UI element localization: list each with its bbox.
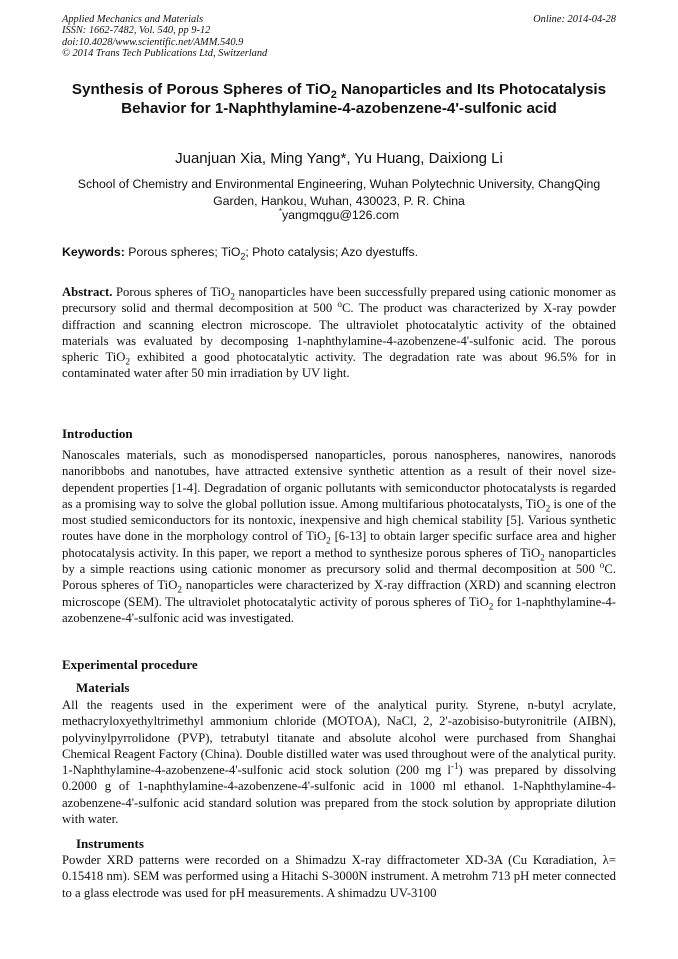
paragraph-text: [6-13] to obtain larger specific surface area and higher photocatalysis activity. In this paper, we report a method to synthesize porous spheres of TiO: [62, 529, 617, 560]
section-heading-experimental: Experimental procedure: [62, 657, 198, 672]
introduction-paragraph: [62, 447, 616, 626]
subscript: 2: [326, 536, 331, 547]
author-email: [62, 208, 616, 222]
journal-name: Applied Mechanics and Materials: [62, 14, 204, 25]
keywords-text: Porous spheres; TiO: [124, 245, 241, 259]
email-address: yangmqgu@126.com: [282, 208, 400, 222]
subscript: 2: [488, 601, 494, 612]
affiliation: [62, 176, 616, 209]
paragraph-text: nanoparticles by a simple reactions using cationic monomer as precursory solid and thermal decomposition at 500: [62, 545, 617, 577]
materials-paragraph: [62, 697, 616, 827]
paragraph-text: nanoparticles were characterized by X-ray diffraction (XRD) and scanning electron microscope (SEM). The ultraviolet photocatalytic activity of porous spheres of TiO: [62, 578, 616, 609]
journal-header: [62, 14, 616, 60]
paragraph-text: for 1-naphthylamine-4-azobenzene-4'-sulfonic acid was investigated.: [62, 594, 616, 625]
paragraph-text: Nanoscales materials, such as monodispersed nanoparticles, porous nanospheres, nanowires, nanorods nanoribbobs and nanotubes, have attracted extensive synthetic attention as a result of their novel size-dependent properties [1-4]. Degradation of organic pollutants with semiconductor photocatalysts is regarded as a promising way to solve the global pollution issue. Among multifarious photocatalysts, TiO: [62, 448, 616, 511]
paragraph-text: ) was prepared by dissolving 0.2000 g of 1-naphthylamine-4-azobenzene-4'-sulfonic acid in 1000 ml ethanol. 1-Naphthylamine-4-azobenzene-4'-sulfonic acid standard solution was prepared from the stock solution by appropriate dilution with water.: [62, 763, 616, 827]
superscript: -1: [450, 760, 459, 771]
paragraph-text: is one of the most studied semiconductors for its nontoxic, inexpensive and high chemical stability [5]. Various synthetic routes have done in the morphology control of TiO: [62, 496, 616, 544]
journal-issn: ISSN: 1662-7482, Vol. 540, pp 9-12: [62, 25, 211, 37]
abstract: [62, 284, 616, 382]
abstract-text: C. The product was characterized by X-ray powder diffraction and scanning electron microscope. The ultraviolet photocatalytic activity of the obtained materials was evaluated by decomposing 1-naphthylamine-4-azobenzene-4'-sulfonic acid. The porous spheric TiO: [62, 301, 616, 365]
subscript: 2: [125, 356, 131, 367]
online-date: Online: 2014-04-28: [533, 14, 616, 25]
abstract-label: Abstract.: [62, 285, 113, 299]
abstract-text: Porous spheres of TiO: [112, 285, 231, 299]
title-text-rest: Nanoparticles and Its Photocatalysis Behavior for 1-Naphthylamine-4-azobenzene-4'-sulfonic acid: [121, 81, 607, 117]
title-text: Synthesis of Porous Spheres of TiO: [71, 81, 331, 98]
keywords-text-rest: ; Photo catalysis; Azo dyestuffs.: [245, 245, 419, 259]
title-subscript: 2: [330, 89, 337, 102]
affiliation-line: School of Chemistry and Environmental Engineering, Wuhan Polytechnic University, ChangQing: [77, 177, 601, 191]
affiliation-line: Garden, Hankou, Wuhan, 430023, P. R. China: [213, 193, 465, 208]
journal-copyright: © 2014 Trans Tech Publications Ltd, Switzerland: [62, 48, 268, 60]
keywords-subscript: 2: [240, 251, 246, 262]
instruments-paragraph: Powder XRD patterns were recorded on a Shimadzu X-ray diffractometer XD-3A (Cu Kαradiation, λ= 0.15418 nm). SEM was performed using a Hitachi S-3000N instrument. A metrohm 713 pH meter connected to a glass electrode was used for pH measurements. A shimadzu UV-3100: [62, 853, 616, 900]
abstract-text: nanoparticles have been successfully prepared using cationic monomer as precursory solid and thermal decomposition at 500: [62, 285, 616, 316]
keywords-label: Keywords:: [62, 245, 125, 259]
corresponding-mark: *: [278, 206, 283, 216]
keywords: [62, 245, 616, 262]
paper-title: [62, 80, 616, 118]
superscript: o: [337, 299, 342, 310]
section-heading-introduction: Introduction: [62, 426, 133, 441]
subscript: 2: [177, 584, 182, 595]
author-list: Juanjuan Xia, Ming Yang*, Yu Huang, Daixiong Li: [175, 150, 503, 167]
subsection-heading-materials: Materials: [76, 680, 130, 695]
journal-doi: doi:10.4028/www.scientific.net/AMM.540.9: [62, 36, 244, 48]
subsection-heading-instruments: Instruments: [76, 836, 144, 851]
subscript: 2: [540, 552, 545, 563]
superscript: o: [599, 559, 605, 570]
subscript: 2: [545, 503, 551, 514]
subscript: 2: [230, 291, 235, 302]
paragraph-text: C. Porous spheres of TiO: [62, 562, 616, 593]
abstract-text: exhibited a good photocatalytic activity. The degradation rate was about 96.5% for in contaminated water after 50 min irradiation by UV light.: [62, 350, 616, 381]
paragraph-text: All the reagents used in the experiment were of the analytical purity. Styrene, n-butyl acrylate, methacryloxyethyltrimethyl ammonium chloride (MOTOA), NaCl, 2, 2'-azobisiso-butyronitrile (AIBN), polyvinylpyrrolidone (PVP), tetrabutyl titanate and absolute alcohol were purchased from Shanghai Chemical Reagent Factory (China). Double distilled water was used throughout were of the analytical purity. 1-Naphthylamine-4-azobenzene-4'-sulfonic acid stock solution (200 mg l: [62, 698, 616, 778]
